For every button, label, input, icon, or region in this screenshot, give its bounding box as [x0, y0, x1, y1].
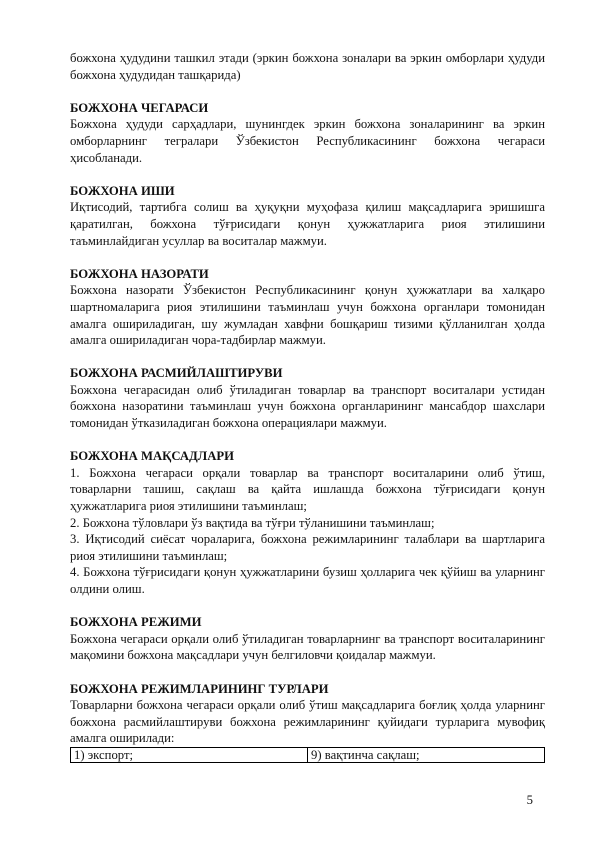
section-heading-border: БОЖХОНА ЧЕГАРАСИ	[70, 100, 209, 115]
section-heading-regime-types: БОЖХОНА РЕЖИМЛАРИНИНГ ТУРЛАРИ	[70, 681, 329, 696]
regime-types-table	[70, 747, 545, 763]
table-cell: 1) экспорт;	[71, 747, 308, 762]
section-paragraph: Божхона назорати Ўзбекистон Республикасининг қонун ҳужжатлари ва халқаро шартномаларига риоя этилишини таъминлаш учун божхона органлари томонидан амалга ошириладиган, шу жумладан хавфни бошқариш тизими қўлланилган ҳолда амалга ошириладиган чора-тадбирлар мажмуи.	[70, 283, 545, 348]
section-paragraph: Иқтисодий, тартибга солиш ва ҳуқуқни муҳофаза қилиш мақсадларига эришишга қаратилган, божхона тўғрисидаги қонун ҳужжатларига риоя этилишини таъминлайдиган усуллар ва воситалар мажмуи.	[70, 200, 545, 248]
section-paragraph: Божхона чегараси орқали олиб ўтиладиган товарларнинг ва транспорт воситаларининг мақомини божхона мақсадлари учун белгиловчи қоидалар мажмуи.	[70, 631, 545, 663]
intro-paragraph: божхона ҳудудини ташкил этади (эркин божхона зоналари ва эркин омборлари ҳудуди божхона ҳудудидан ташқарида)	[70, 51, 545, 82]
section-heading-regime: БОЖХОНА РЕЖИМИ	[70, 615, 202, 630]
section-heading-customs-work: БОЖХОНА ИШИ	[70, 183, 175, 198]
section-heading-clearance: БОЖХОНА РАСМИЙЛАШТИРУВИ	[70, 366, 283, 381]
section-paragraph: Божхона ҳудуди сарҳадлари, шунингдек эркин божхона зоналарининг ва эркин омборларнинг тегралари Ўзбекистон Республикасининг божхона чегараси ҳисобланади.	[70, 117, 545, 165]
section-heading-goals: БОЖХОНА МАҚСАДЛАРИ	[70, 449, 234, 464]
section-heading-customs-control: БОЖХОНА НАЗОРАТИ	[70, 266, 209, 281]
table-cell: 9) вақтинча сақлаш;	[308, 747, 545, 762]
goal-item: 3. Иқтисодий сиёсат чораларига, божхона режимларининг талаблари ва шартларига риоя этилишини таъминлаш;	[70, 532, 545, 563]
goal-item: 1. Божхона чегараси орқали товарлар ва транспорт воситаларини олиб ўтиш, товарларни ташиш, сақлаш ва қайта ишлашда божхона тўғрисидаги қонун ҳужжатларига риоя этилишини таъминлаш;	[70, 465, 545, 514]
document-page	[70, 50, 545, 763]
table-row	[71, 747, 545, 762]
page-number: 5	[526, 793, 533, 807]
section-paragraph: Товарларни божхона чегараси орқали олиб ўтиш мақсадларига боғлиқ ҳолда уларнинг божхона расмийлаштируви божхона режимларининг қуйидаги турларига мувофиқ амалга оширилади:	[70, 698, 545, 746]
section-paragraph: Божхона чегарасидан олиб ўтиладиган товарлар ва транспорт воситалари устидан божхона назоратини таъминлаш учун божхона органларининг мансабдор шахслари томонидан ўтказиладиган божхона операциялари мажмуи.	[70, 382, 545, 431]
goal-item: 4. Божхона тўғрисидаги қонун ҳужжатларини бузиш ҳолларига чек қўйиш ва уларнинг олдини олиш.	[70, 565, 545, 596]
goal-item: 2. Божхона тўловлари ўз вақтида ва тўғри тўланишини таъминлаш;	[70, 515, 435, 530]
